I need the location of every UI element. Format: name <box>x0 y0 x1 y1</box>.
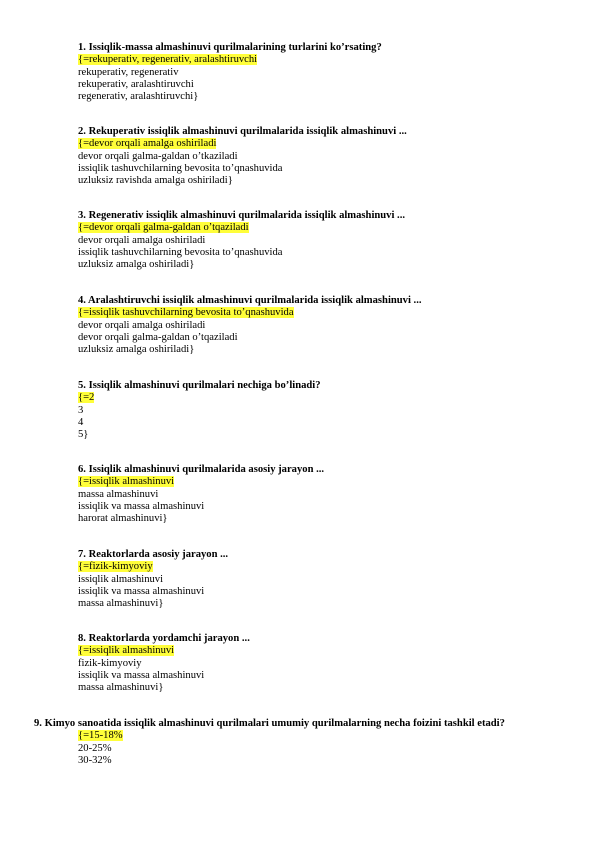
answer-option: 3 <box>78 404 84 416</box>
question-4 <box>78 295 558 356</box>
answer-option: rekuperativ, regenerativ <box>78 66 179 78</box>
question-8 <box>78 633 558 694</box>
question-1 <box>78 42 558 103</box>
answer-option: rekuperativ, aralashtiruvchi <box>78 78 194 90</box>
answer-option: 20-25% <box>78 742 112 754</box>
answer-option: 5} <box>78 429 89 441</box>
answer-option: regenerativ, aralashtiruvchi} <box>78 91 199 103</box>
question-2 <box>78 126 558 187</box>
answer-option: devor orqali galma-galdan o’tkaziladi <box>78 150 238 162</box>
question-title: 1. Issiqlik-massa almashinuvi qurilmalarining turlarini ko’rsating? <box>78 42 382 53</box>
question-title: 4. Aralashtiruvchi issiqlik almashinuvi qurilmalarida issiqlik almashinuvi ... <box>78 295 422 306</box>
answer-option: issiqlik va massa almashinuvi <box>78 585 205 597</box>
question-title: 8. Reaktorlarda yordamchi jarayon ... <box>78 633 250 644</box>
answer-option: 4 <box>78 416 84 428</box>
correct-answer: {=rekuperativ, regenerativ, aralashtiruvchi <box>78 54 258 66</box>
answer-option: devor orqali amalga oshiriladi <box>78 234 206 246</box>
correct-answer: {=15-18% <box>78 730 123 742</box>
correct-answer: {=fizik-kimyoviy <box>78 561 153 573</box>
answer-option: devor orqali amalga oshiriladi <box>78 319 206 331</box>
correct-answer: {=issiqlik tashuvchilarning bevosita to’qnashuvida <box>78 307 294 319</box>
question-7 <box>78 549 558 610</box>
question-6 <box>78 464 558 525</box>
correct-answer: {=devor orqali galma-galdan o’tqaziladi <box>78 222 249 234</box>
question-title: 9. Kimyo sanoatida issiqlik almashinuvi qurilmalari umumiy qurilmalarning necha foizini tashkil etadi? <box>34 718 505 729</box>
answer-option: devor orqali galma-galdan o’tqaziladi <box>78 331 238 343</box>
answer-option: massa almashinuvi <box>78 488 159 500</box>
question-title: 7. Reaktorlarda asosiy jarayon ... <box>78 549 229 560</box>
answer-option: uzluksiz amalga oshiriladi} <box>78 259 195 271</box>
answer-option: harorat almashinuvi} <box>78 513 168 525</box>
answer-option: massa almashinuvi} <box>78 598 164 610</box>
answer-option: issiqlik va massa almashinuvi <box>78 669 205 681</box>
answer-option: issiqlik almashinuvi <box>78 573 164 585</box>
answer-option: uzluksiz ravishda amalga oshiriladi} <box>78 175 233 187</box>
question-9 <box>34 718 558 767</box>
answer-option: 30-32% <box>78 754 112 766</box>
correct-answer: {=devor orqali amalga oshiriladi <box>78 138 217 150</box>
answer-option: uzluksiz amalga oshiriladi} <box>78 344 195 356</box>
question-3 <box>78 210 558 271</box>
answer-option: massa almashinuvi} <box>78 682 164 694</box>
question-title: 2. Rekuperativ issiqlik almashinuvi qurilmalarida issiqlik almashinuvi ... <box>78 126 407 137</box>
question-title: 6. Issiqlik almashinuvi qurilmalarida asosiy jarayon ... <box>78 464 325 475</box>
correct-answer: {=issiqlik almashinuvi <box>78 645 175 657</box>
question-title: 3. Regenerativ issiqlik almashinuvi qurilmalarida issiqlik almashinuvi ... <box>78 210 405 221</box>
answer-option: issiqlik tashuvchilarning bevosita to’qnashuvida <box>78 162 283 174</box>
answer-option: fizik-kimyoviy <box>78 657 142 669</box>
answer-option: issiqlik va massa almashinuvi <box>78 500 205 512</box>
correct-answer: {=issiqlik almashinuvi <box>78 476 175 488</box>
answer-option: issiqlik tashuvchilarning bevosita to’qnashuvida <box>78 246 283 258</box>
question-5 <box>78 380 558 441</box>
question-title: 5. Issiqlik almashinuvi qurilmalari nechiga bo’linadi? <box>78 380 321 391</box>
correct-answer: {=2 <box>78 392 95 404</box>
